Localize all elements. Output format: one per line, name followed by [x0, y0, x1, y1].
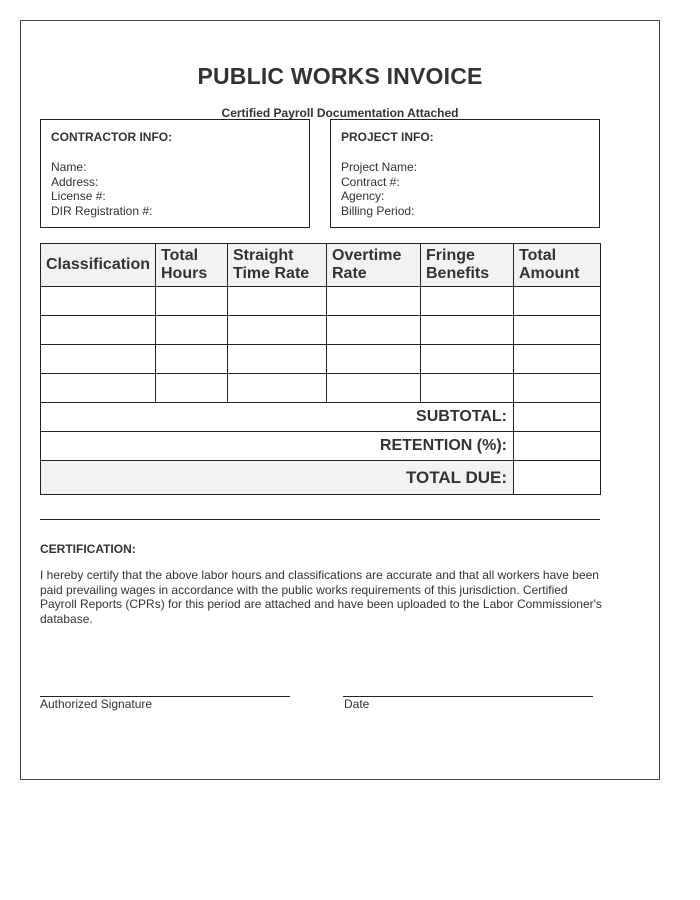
project-name-field[interactable]: Project Name:	[341, 160, 418, 174]
table-row	[41, 287, 601, 316]
signature-label: Authorized Signature	[40, 697, 153, 711]
column-header-fringe-benefits: Fringe Benefits	[421, 244, 514, 287]
table-cell[interactable]	[228, 345, 327, 374]
subtotal-value[interactable]	[514, 403, 601, 432]
column-header-overtime-rate: Overtime Rate	[327, 244, 421, 287]
subtotal-row	[41, 403, 601, 432]
table-cell[interactable]	[41, 316, 156, 345]
total-due-value[interactable]	[514, 461, 601, 495]
retention-value[interactable]	[514, 432, 601, 461]
subtotal-label: SUBTOTAL:	[41, 403, 514, 432]
table-header-row	[41, 244, 601, 287]
column-header-total-amount: Total Amount	[514, 244, 601, 287]
document-subtitle: Certified Payroll Documentation Attached	[221, 106, 459, 120]
table-cell[interactable]	[228, 374, 327, 403]
contractor-info-header: CONTRACTOR INFO:	[51, 130, 173, 144]
retention-label: RETENTION (%):	[41, 432, 514, 461]
certification-header: CERTIFICATION:	[40, 542, 136, 556]
date-label: Date	[344, 697, 370, 711]
table-row	[41, 316, 601, 345]
table-cell[interactable]	[156, 374, 228, 403]
table-cell[interactable]	[41, 345, 156, 374]
table-cell[interactable]	[514, 287, 601, 316]
date-line[interactable]	[343, 696, 593, 697]
project-info-box	[330, 119, 600, 228]
table-cell[interactable]	[41, 374, 156, 403]
table-cell[interactable]	[156, 316, 228, 345]
table-cell[interactable]	[421, 287, 514, 316]
table-cell[interactable]	[327, 287, 421, 316]
table-cell[interactable]	[421, 345, 514, 374]
table-cell[interactable]	[228, 316, 327, 345]
column-header-total-hours: Total Hours	[156, 244, 228, 287]
table-cell[interactable]	[514, 374, 601, 403]
project-info-header: PROJECT INFO:	[341, 130, 434, 144]
table-cell[interactable]	[228, 287, 327, 316]
table-cell[interactable]	[514, 316, 601, 345]
retention-row	[41, 432, 601, 461]
contractor-info-box	[40, 119, 310, 228]
table-row	[41, 374, 601, 403]
project-billing-period-field[interactable]: Billing Period:	[341, 203, 415, 218]
column-header-classification: Classification	[41, 244, 156, 287]
labor-table	[40, 243, 601, 495]
total-due-row	[41, 461, 601, 495]
table-cell[interactable]	[327, 374, 421, 403]
table-cell[interactable]	[421, 316, 514, 345]
table-cell[interactable]	[514, 345, 601, 374]
table-cell[interactable]	[421, 374, 514, 403]
contractor-license-field[interactable]: License #:	[51, 189, 106, 203]
table-cell[interactable]	[327, 345, 421, 374]
document-title: PUBLIC WORKS INVOICE	[197, 63, 483, 89]
project-contract-field[interactable]: Contract #:	[341, 174, 400, 189]
section-divider	[40, 519, 600, 520]
table-row	[41, 345, 601, 374]
total-due-label: TOTAL DUE:	[41, 461, 514, 495]
table-cell[interactable]	[327, 316, 421, 345]
contractor-name-field[interactable]: Name:	[51, 160, 87, 174]
column-header-straight-time-rate: Straight Time Rate	[228, 244, 327, 287]
project-agency-field[interactable]: Agency:	[341, 189, 385, 203]
contractor-address-field[interactable]: Address:	[51, 174, 99, 189]
contractor-dir-registration-field[interactable]: DIR Registration #:	[51, 203, 153, 218]
table-cell[interactable]	[156, 345, 228, 374]
table-cell[interactable]	[156, 287, 228, 316]
certification-text: I hereby certify that the above labor hours and classifications are accurate and that all workers have been paid prevailing wages in accordance with the public works requirements of this jurisdiction. Certified Payroll Reports (CPRs) for this period are attached and have been uploaded to the Labor Commissioner's database.	[40, 568, 602, 626]
table-cell[interactable]	[41, 287, 156, 316]
